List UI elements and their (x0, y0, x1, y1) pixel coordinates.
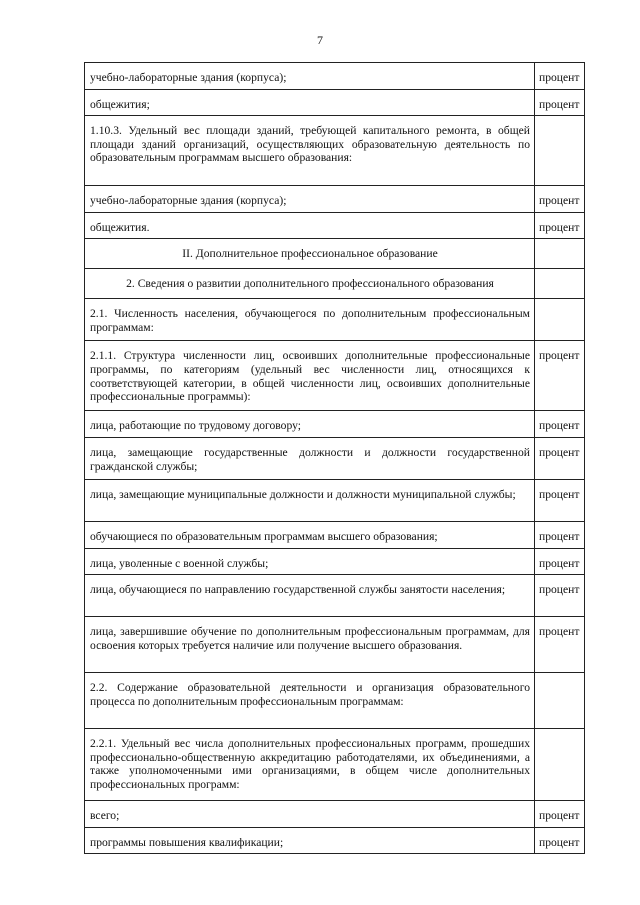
indicator-cell (85, 548, 535, 575)
unit-text: процент (539, 97, 580, 111)
indicator-cell (85, 801, 535, 828)
unit-cell (535, 617, 585, 673)
indicator-text: лица, работающие по трудовому договору; (90, 419, 301, 433)
unit-cell (535, 729, 585, 801)
unit-text: процент (539, 445, 580, 459)
indicators-table (84, 62, 585, 854)
indicator-cell (85, 617, 535, 673)
indicator-cell (85, 89, 535, 116)
unit-cell (535, 548, 585, 575)
table-row (85, 269, 585, 299)
indicator-text: лица, завершившие обучение по дополнительным профессиональным программам, для освоения которых требуется наличие или получение высшего образования. (90, 625, 530, 652)
indicator-text: лица, замещающие государственные должности и должности государственной гражданской службы; (90, 445, 530, 473)
indicator-text: учебно-лабораторные здания (корпуса); (90, 194, 287, 208)
table-row (85, 212, 585, 239)
table-row (85, 548, 585, 575)
unit-text: процент (539, 349, 580, 363)
indicator-cell (85, 411, 535, 438)
table-row (85, 411, 585, 438)
unit-text: процент (539, 809, 580, 823)
indicator-text: общежития. (90, 220, 150, 234)
page-number: 7 (317, 33, 323, 47)
indicator-text: лица, обучающиеся по направлению государственной службы занятости населения; (90, 583, 506, 597)
indicator-cell (85, 239, 535, 269)
indicator-cell (85, 116, 535, 186)
indicator-text: лица, уволенные с военной службы; (90, 556, 269, 570)
indicator-cell (85, 63, 535, 90)
table-row (85, 673, 585, 729)
indicator-cell (85, 212, 535, 239)
indicator-text: 2.1.1. Структура численности лиц, освоивших дополнительные профессиональные программы, по категориям (удельный вес численности лиц, относящихся к соответствующей категории, в общей численности лиц, освоивших дополнительные профессиональные программы): (90, 349, 530, 404)
table-row (85, 89, 585, 116)
indicator-cell (85, 479, 535, 521)
unit-text (539, 239, 580, 247)
table-row (85, 186, 585, 213)
unit-cell (535, 299, 585, 341)
unit-text: процент (539, 835, 580, 849)
indicator-cell (85, 437, 535, 479)
unit-cell (535, 827, 585, 854)
table-row (85, 299, 585, 341)
indicator-cell (85, 269, 535, 299)
unit-cell (535, 116, 585, 186)
indicator-text: всего; (90, 809, 120, 823)
unit-text (539, 299, 580, 307)
unit-cell (535, 89, 585, 116)
unit-cell (535, 186, 585, 213)
indicator-text: 2.1. Численность населения, обучающегося по дополнительным профессиональным программам: (90, 307, 530, 334)
unit-text: процент (539, 625, 580, 639)
indicator-text: лица, замещающие муниципальные должности и должности муниципальной службы; (90, 487, 516, 501)
indicator-cell (85, 575, 535, 617)
unit-cell (535, 575, 585, 617)
indicator-cell (85, 673, 535, 729)
indicator-cell (85, 186, 535, 213)
table-row (85, 116, 585, 186)
indicator-text: обучающиеся по образовательным программам высшего образования; (90, 529, 438, 543)
unit-text: процент (539, 529, 580, 543)
indicator-cell (85, 827, 535, 854)
unit-text: процент (539, 194, 580, 208)
indicator-text: II. Дополнительное профессиональное образование (182, 247, 438, 261)
table-row (85, 729, 585, 801)
table-row (85, 521, 585, 548)
table-row (85, 341, 585, 411)
table-row (85, 801, 585, 828)
unit-cell (535, 437, 585, 479)
table-row (85, 575, 585, 617)
unit-text: процент (539, 220, 580, 234)
unit-cell (535, 801, 585, 828)
unit-text (539, 269, 580, 277)
unit-cell (535, 479, 585, 521)
unit-cell (535, 269, 585, 299)
indicator-text: общежития; (90, 97, 150, 111)
unit-text: процент (539, 487, 580, 501)
indicator-text: 2.2. Содержание образовательной деятельности и организация образовательного процесса по дополнительным профессиональным программам: (90, 681, 530, 708)
unit-cell (535, 212, 585, 239)
indicator-text: 2.2.1. Удельный вес числа дополнительных профессиональных программ, прошедших профессионально-общественную аккредитацию работодателями, их объединениями, а также уполномоченными ими организациями, в общем числе дополнительных профессиональных программ: (90, 737, 530, 791)
unit-text: процент (539, 71, 580, 84)
unit-cell (535, 239, 585, 269)
unit-cell (535, 411, 585, 438)
indicator-cell (85, 729, 535, 801)
indicator-text: программы повышения квалификации; (90, 835, 284, 849)
unit-text: процент (539, 583, 580, 597)
indicator-text: учебно-лабораторные здания (корпуса); (90, 71, 287, 84)
table-row (85, 437, 585, 479)
unit-cell (535, 341, 585, 411)
indicator-cell (85, 341, 535, 411)
indicator-cell (85, 299, 535, 341)
unit-text: процент (539, 556, 580, 570)
table-row (85, 827, 585, 854)
table-row (85, 479, 585, 521)
unit-text (539, 116, 580, 124)
indicator-text: 1.10.3. Удельный вес площади зданий, требующей капитального ремонта, в общей площади зданий организаций, осуществляющих образовательную деятельность по образовательным программам высшего образования: (90, 124, 530, 165)
indicator-text: 2. Сведения о развитии дополнительного профессионального образования (126, 277, 494, 291)
unit-text (539, 673, 580, 681)
table-row (85, 617, 585, 673)
unit-cell (535, 521, 585, 548)
unit-cell (535, 673, 585, 729)
unit-cell (535, 63, 585, 90)
table-row (85, 239, 585, 269)
unit-text: процент (539, 419, 580, 433)
table-row (85, 63, 585, 90)
unit-text (539, 729, 580, 737)
indicator-cell (85, 521, 535, 548)
